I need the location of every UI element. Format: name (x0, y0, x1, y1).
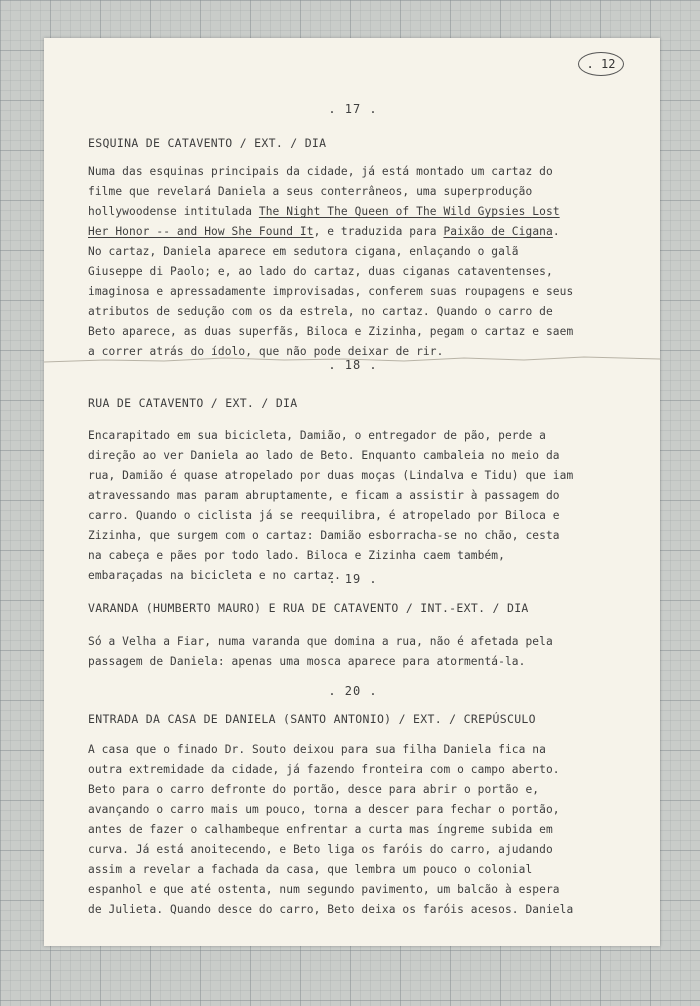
text-line: outra extremidade da cidade, já fazendo fronteira com o campo aberto. (88, 763, 560, 776)
text-line: rua, Damião é quase atropelado por duas moças (Lindalva e Tidu) que iam (88, 469, 574, 482)
page-number: . 12 (578, 52, 624, 76)
text-line: de Julieta. Quando desce do carro, Beto deixa os faróis acesos. Daniela (88, 903, 574, 916)
text-line: imaginosa e apressadamente improvisadas, conferem suas roupagens e seus (88, 285, 574, 298)
film-title-original: The Night The Queen of The Wild Gypsies Lost (258, 205, 560, 218)
text-line: filme que revelará Daniela a seus conterrâneos, uma superprodução (88, 185, 533, 198)
scene-number: . 19 . (328, 572, 378, 586)
text-line: carro. Quando o ciclista já se reequilibra, é atropelado por Biloca e (88, 509, 560, 522)
text-line (88, 222, 618, 242)
text-line: Giuseppe di Paolo; e, ao lado do cartaz, duas ciganas cataventenses, (88, 265, 553, 278)
text-line: espanhol e que até ostenta, num segundo pavimento, um balcão à espera (88, 883, 560, 896)
scene-description (88, 162, 618, 362)
text-line: antes de fazer o calhambeque enfrentar a curta mas íngreme subida em (88, 823, 553, 836)
scene-heading: VARANDA (HUMBERTO MAURO) E RUA DE CATAVENTO / INT.-EXT. / DIA (88, 601, 529, 615)
text-line: curva. Já está anoitecendo, e Beto liga os faróis do carro, ajudando (88, 843, 553, 856)
scene-heading: RUA DE CATAVENTO / EXT. / DIA (88, 396, 298, 410)
typewritten-page (44, 38, 660, 946)
text-line: embaraçadas na bicicleta e no cartaz. (88, 569, 341, 582)
text-line: passagem de Daniela: apenas uma mosca aparece para atormentá-la. (88, 655, 526, 668)
scene-description (88, 632, 618, 672)
scene-description (88, 740, 618, 920)
scene-number: . 20 . (328, 684, 378, 698)
text-line: a correr atrás do ídolo, que não pode deixar de rir. (88, 345, 444, 358)
text-line: direção ao ver Daniela ao lado de Beto. Enquanto cambaleia no meio da (88, 449, 560, 462)
text-line: Encarapitado em sua bicicleta, Damião, o entregador de pão, perde a (88, 429, 546, 442)
film-title-translated: Paixão de Cigana (443, 225, 553, 238)
text-line: Numa das esquinas principais da cidade, já está montado um cartaz do (88, 165, 553, 178)
text-line: Beto para o carro defronte do portão, desce para abrir o portão e, (88, 783, 540, 796)
text-line (88, 202, 618, 222)
scene-description (88, 426, 618, 586)
text-fragment: hollywoodense intitulada (88, 205, 259, 218)
scene-heading: ENTRADA DA CASA DE DANIELA (SANTO ANTONIO) / EXT. / CREPÚSCULO (88, 712, 536, 726)
film-title-original-cont: Her Honor -- and How She Found It (88, 225, 314, 238)
text-line: atributos de sedução com os da estrela, no cartaz. Quando o carro de (88, 305, 553, 318)
scene-number: . 17 . (328, 102, 378, 116)
scene-heading: ESQUINA DE CATAVENTO / EXT. / DIA (88, 136, 327, 150)
text-line: Só a Velha a Fiar, numa varanda que domina a rua, não é afetada pela (88, 635, 553, 648)
text-line: Beto aparece, as duas superfãs, Biloca e Zizinha, pegam o cartaz e saem (88, 325, 574, 338)
scene-number: . 18 . (328, 358, 378, 372)
text-line: assim a revelar a fachada da casa, que lembra um pouco o colonial (88, 863, 533, 876)
text-line: atravessando mas param abruptamente, e ficam a assistir à passagem do (88, 489, 560, 502)
text-fragment: , e traduzida para (313, 225, 444, 238)
text-line: A casa que o finado Dr. Souto deixou para sua filha Daniela fica na (88, 743, 546, 756)
text-line: na cabeça e pães por todo lado. Biloca e Zizinha caem também, (88, 549, 505, 562)
text-line: Zizinha, que surgem com o cartaz: Damião esborracha-se no chão, cesta (88, 529, 560, 542)
text-fragment: . (552, 225, 560, 238)
text-line: avançando o carro mais um pouco, torna a descer para fechar o portão, (88, 803, 560, 816)
text-line: No cartaz, Daniela aparece em sedutora cigana, enlaçando o galã (88, 245, 519, 258)
